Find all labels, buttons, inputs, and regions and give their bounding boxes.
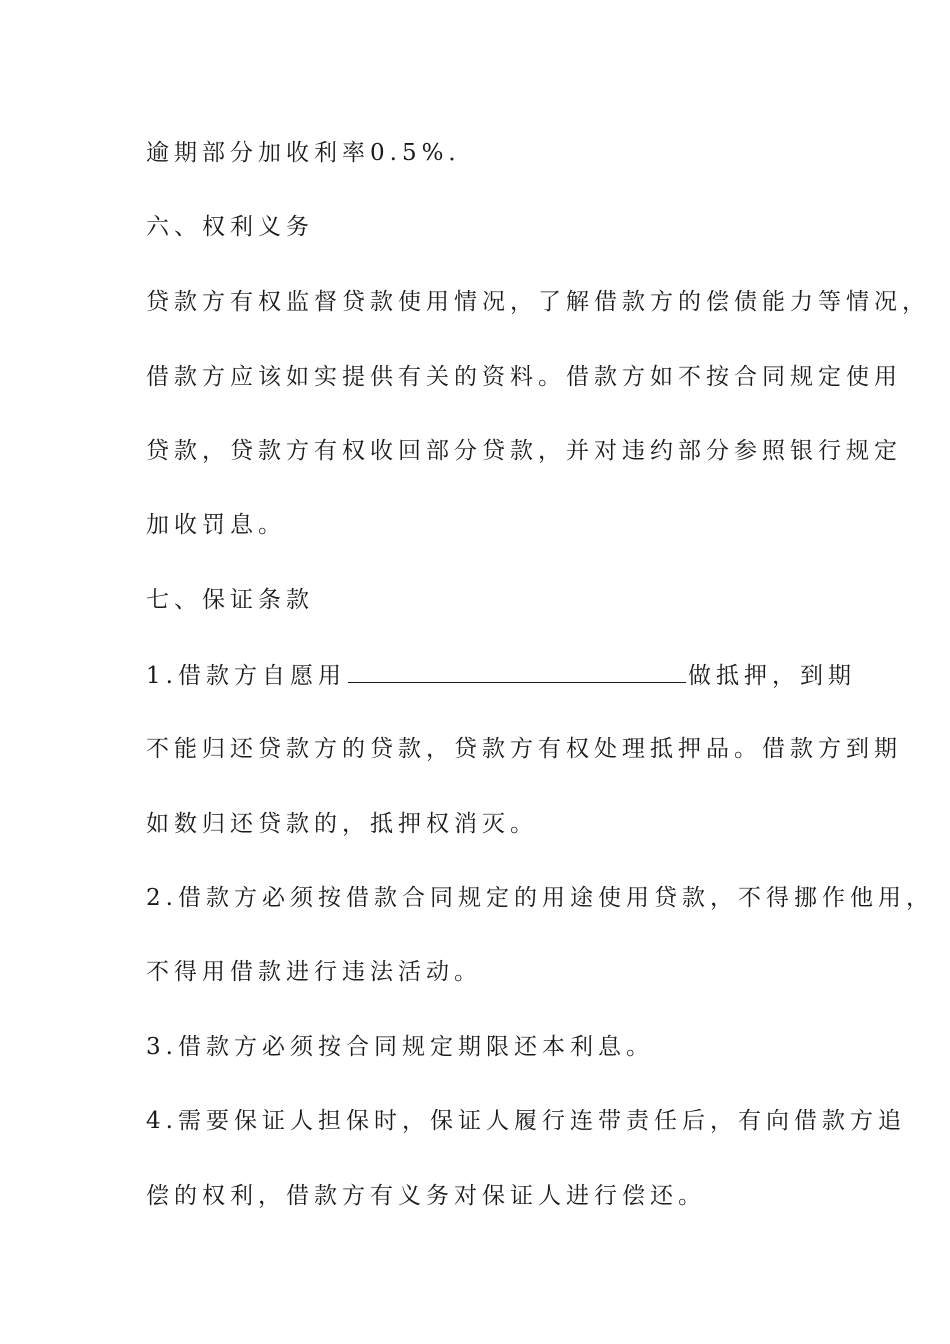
text-line: 不得用借款进行违法活动。 <box>146 959 482 985</box>
text-line: 借款方应该如实提供有关的资料。借款方如不按合同规定使用 <box>146 364 902 390</box>
text-line: 4.需要保证人担保时，保证人履行连带责任后，有向借款方追 <box>146 1108 906 1134</box>
text-line: 2.借款方必须按借款合同规定的用途使用贷款，不得挪作他用， <box>146 885 934 911</box>
text-line: 逾期部分加收利率0.5%． <box>146 140 477 166</box>
text-line: 如数归还贷款的，抵押权消灭。 <box>146 811 538 837</box>
text-line: 贷款，贷款方有权收回部分贷款，并对违约部分参照银行规定 <box>146 438 902 464</box>
text-line: 加收罚息。 <box>146 512 286 538</box>
collateral-blank-field[interactable] <box>348 660 686 683</box>
text-line: 偿的权利，借款方有义务对保证人进行偿还。 <box>146 1183 706 1209</box>
section-heading-rights: 六、权利义务 <box>146 214 314 240</box>
section-heading-guarantee: 七、保证条款 <box>146 587 314 613</box>
collateral-clause-line <box>146 660 856 691</box>
text-line: 不能归还贷款方的贷款，贷款方有权处理抵押品。借款方到期 <box>146 736 902 762</box>
collateral-clause-before: 1.借款方自愿用 <box>146 663 346 689</box>
text-line: 贷款方有权监督贷款使用情况，了解借款方的偿债能力等情况， <box>146 289 930 315</box>
collateral-clause-after: 做抵押，到期 <box>687 663 856 689</box>
text-line: 3.借款方必须按合同规定期限还本利息。 <box>146 1034 654 1060</box>
